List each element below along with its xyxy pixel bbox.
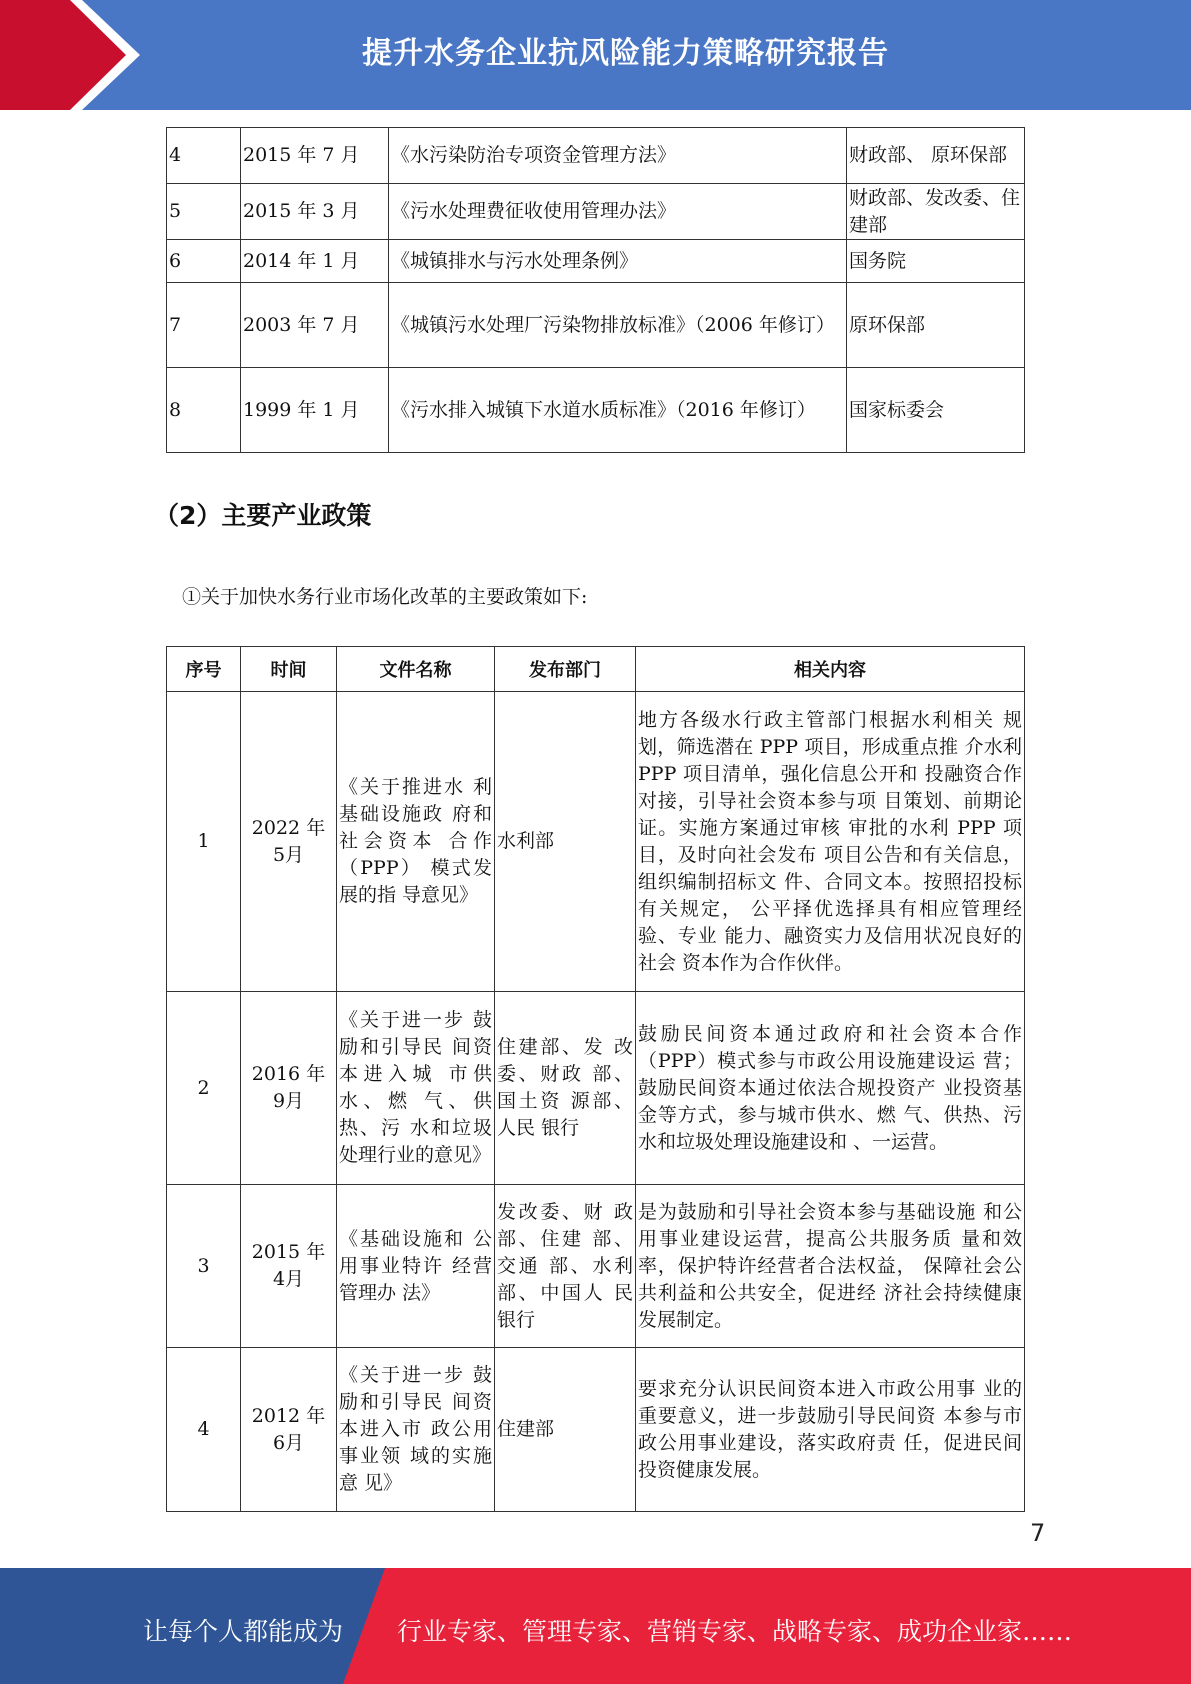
row-number: 4: [167, 1348, 241, 1512]
row-department: 财政部、发改委、住建部: [847, 184, 1025, 240]
row-time: 2016 年 9月: [241, 992, 337, 1185]
row-department: 水利部: [495, 692, 636, 992]
footer-slogan-left: 让每个人都能成为: [143, 1617, 344, 1646]
row-date: 2014 年 1 月: [241, 240, 389, 283]
row-document: 《污水排入城镇下水道水质标准》（2016 年修订）: [389, 368, 847, 453]
table-row: [167, 1348, 1025, 1512]
table-row: [167, 1185, 1025, 1348]
row-content: 是为鼓励和引导社会资本参与基础设施 和公用事业建设运营，提高公共服务质 量和效率，保护特许经营者合法权益， 保障社会公共利益和公共安全，促进经 济社会持续健康发展制定。: [636, 1185, 1025, 1348]
row-department: 国务院: [847, 240, 1025, 283]
header-number: 序号: [167, 647, 241, 692]
row-document: 《水污染防治专项资金管理方法》: [389, 128, 847, 184]
row-number: 7: [167, 283, 241, 368]
row-document: 《基础设施和 公用事业特许 经营管理办 法》: [337, 1185, 495, 1348]
row-number: 8: [167, 368, 241, 453]
row-number: 5: [167, 184, 241, 240]
row-document: 《关于进一步 鼓励和引导民 间资本进入市 政公用事业领 域的实施意 见》: [337, 1348, 495, 1512]
row-date: 1999 年 1 月: [241, 368, 389, 453]
regulations-table: [166, 127, 1025, 453]
table-row: [167, 240, 1025, 283]
row-number: 4: [167, 128, 241, 184]
footer-slogan-right: 行业专家、管理专家、营销专家、战略专家、成功企业家……: [397, 1617, 1073, 1646]
row-content: 要求充分认识民间资本进入市政公用事 业的重要意义，进一步鼓励引导民间资 本参与市政公用事业建设，落实政府责 任，促进民间投资健康发展。: [636, 1348, 1025, 1512]
row-department: 住建部: [495, 1348, 636, 1512]
table-row: [167, 368, 1025, 453]
table-row: [167, 184, 1025, 240]
table-row: [167, 283, 1025, 368]
row-time: 2012 年 6月: [241, 1348, 337, 1512]
row-document: 《关于推进水 利基础设施政 府和社会资本 合作（PPP） 模式发展的指 导意见》: [337, 692, 495, 992]
header-time: 时间: [241, 647, 337, 692]
report-title: 提升水务企业抗风险能力策略研究报告: [362, 36, 889, 71]
row-number: 3: [167, 1185, 241, 1348]
row-department: 原环保部: [847, 283, 1025, 368]
policy-table: [166, 646, 1025, 1512]
row-document: 《城镇污水处理厂污染物排放标准》（2006 年修订）: [389, 283, 847, 368]
header-content: 相关内容: [636, 647, 1025, 692]
row-date: 2003 年 7 月: [241, 283, 389, 368]
row-content: 鼓励民间资本通过政府和社会资本合作（PPP）模式参与市政公用设施建设运 营；鼓励民间资本通过依法合规投资产 业投资基金等方式，参与城市供水、燃 气、供热、污水和垃圾处理设施建设和 、一运营。: [636, 992, 1025, 1185]
header-department: 发布部门: [495, 647, 636, 692]
header-document: 文件名称: [337, 647, 495, 692]
row-date: 2015 年 7 月: [241, 128, 389, 184]
row-department: 发改委、财 政部、住建 部、交通 部、水利部、中国人 民银行: [495, 1185, 636, 1348]
row-time: 2015 年 4月: [241, 1185, 337, 1348]
table-row: [167, 128, 1025, 184]
row-date: 2015 年 3 月: [241, 184, 389, 240]
row-department: 财政部、 原环保部: [847, 128, 1025, 184]
row-content: 地方各级水行政主管部门根据水利相关 规划，筛选潜在 PPP 项目，形成重点推 介水利 PPP 项目清单，强化信息公开和 投融资合作对接，引导社会资本参与项 目策划、前期论证。实施方案通过审核 审批的水利 PPP 项目，及时向社会发布 项目公告和有关信息，组织编制招标文 件、合同文本。按照招投标有关规定， 公平择优选择具有相应管理经验、专业 能力、融资实力及信用状况良好的社会 资本作为合作伙伴。: [636, 692, 1025, 992]
row-number: 2: [167, 992, 241, 1185]
row-document: 《污水处理费征收使用管理办法》: [389, 184, 847, 240]
row-number: 6: [167, 240, 241, 283]
row-department: 国家标委会: [847, 368, 1025, 453]
section-intro: ①关于加快水务行业市场化改革的主要政策如下:: [182, 586, 588, 608]
page-number: 7: [1030, 1519, 1046, 1547]
table-row: [167, 692, 1025, 992]
row-document: 《关于进一步 鼓励和引导民 间资本进入城 市供水、燃 气、供热、污 水和垃圾处理行业的意见》: [337, 992, 495, 1185]
row-document: 《城镇排水与污水处理条例》: [389, 240, 847, 283]
section-heading: （2）主要产业政策: [154, 501, 372, 530]
page-header: [0, 0, 1191, 110]
table-header-row: [167, 647, 1025, 692]
row-time: 2022 年 5月: [241, 692, 337, 992]
row-department: 住建部、发 改委、财政 部、国土资 源部、人民 银行: [495, 992, 636, 1185]
row-number: 1: [167, 692, 241, 992]
table-row: [167, 992, 1025, 1185]
